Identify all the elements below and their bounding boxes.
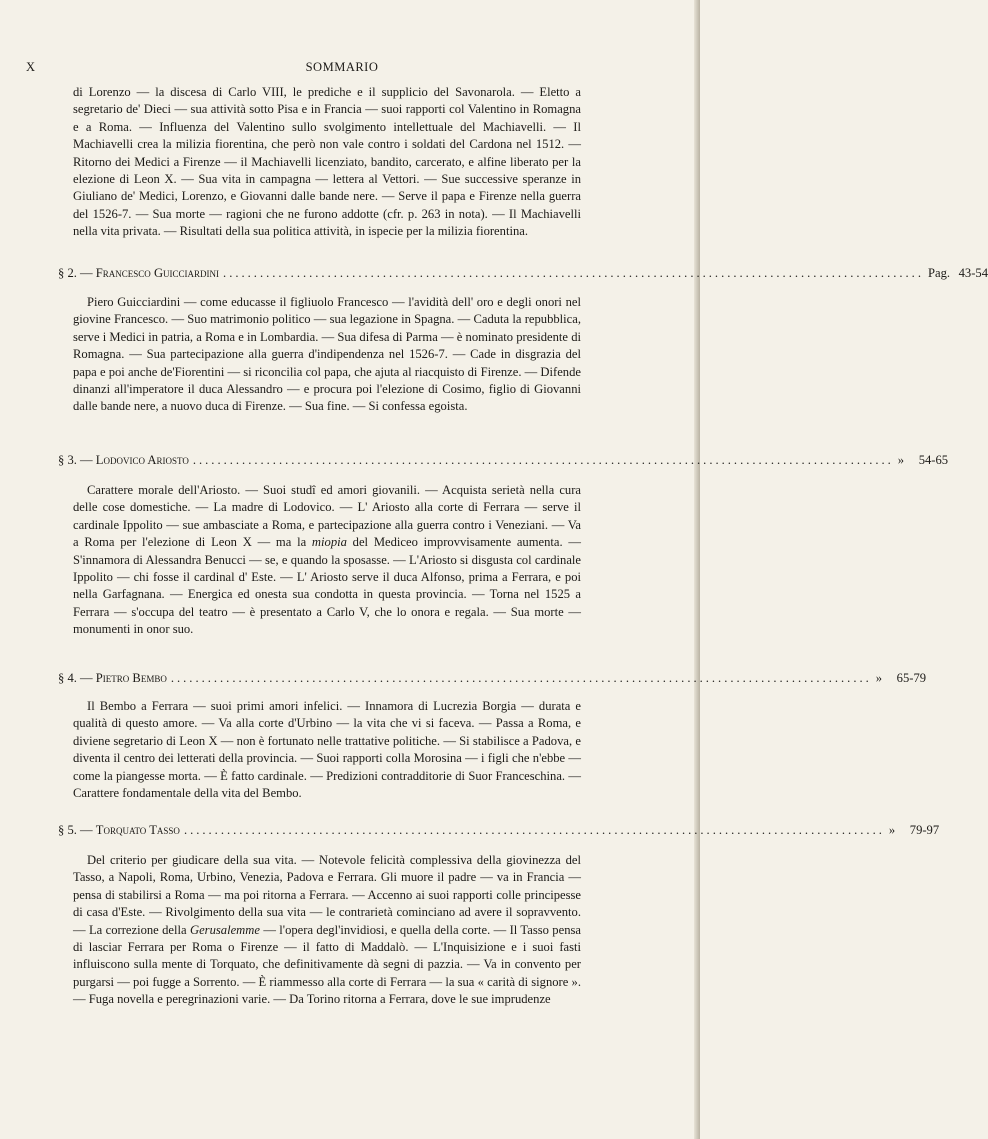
- page-range: 54-65: [918, 453, 949, 467]
- page-range: 65-79: [896, 671, 927, 685]
- section-summary-4: [73, 698, 581, 802]
- section-name: Lodovico Ariosto: [95, 453, 189, 467]
- section-name: Francesco Guicciardini: [95, 266, 220, 280]
- intro-summary: [73, 84, 581, 241]
- section-label: § 5. —: [58, 823, 96, 837]
- section-label: § 3. —: [58, 453, 96, 467]
- running-header: [22, 60, 662, 80]
- section-summary-5: [73, 852, 581, 1009]
- page-ref-prefix: »: [897, 453, 905, 467]
- summary-text: Del criterio per giudicare della sua vita. — Notevole felicità complessiva della giovinezza del Tasso, a Napoli, Roma, Urbino, Venezia, Padova e Ferrara. Gli muore il padre — va in Francia — pensa di stabilirsi a Roma — ma poi ritorna a Ferrara. — Accenno ai suoi rapporti colle principesse di casa d'Este. — Rivolgimento della sua vita — le contrarietà cominciano ad avere il sopravvento. — La correzione della Gerusalemme — l'opera degl'invidiosi, e quella della corte. — Il Tasso pensa di lasciar Ferrara per Roma o Firenze — il fatto di Maddalò. — L'Inquisizione e i suoi fasti influiscono sulla mente di Torquato, che definitivamente dà segni di pazzia. — Va in convento per purgarsi — poi fugge a Sorrento. — È riammesso alla corte di Ferrara — la sua « carità di signore ». — Fuga novella e peregrinazioni varie. — Da Torino ritorna a Ferrara, dove le sue imprudenze: [73, 853, 581, 1007]
- section-label: § 4. —: [58, 671, 96, 685]
- section-name: Torquato Tasso: [95, 823, 180, 837]
- summary-text: Carattere morale dell'Ariosto. — Suoi studî ed amori giovanili. — Acquista serietà nella cura delle cose domestiche. — La madre di Lodovico. — L' Ariosto alla corte di Ferrara — serve il cardinale Ippolito — sue ambasciate a Roma, e partecipazione alla guerra contro i Veneziani. — Va a Roma per l'elezione di Leon X — ma la miopia del Mediceo improvvisamente aumenta. — S'innamora di Alessandra Benucci — se, e quando la sposasse. — L'Ariosto si disgusta col cardinale Ippolito — chi fosse il cardinal d' Este. — L' Ariosto serve il duca Alfonso, prima a Ferrara, e poi nella Garfagnana. — Energica ed onesta sua condotta in questa provincia. — Torna nel 1525 a Ferrara — s'occupa del teatro — è presentato a Carlo V, che lo onora e regala. — Sua morte — monumenti in onor suo.: [73, 483, 581, 637]
- page-ref-prefix: »: [888, 823, 896, 837]
- page-edge: [694, 0, 700, 1139]
- section-summary-2: [73, 294, 581, 416]
- section-heading-5: [58, 821, 940, 839]
- page-ref-prefix: »: [875, 671, 883, 685]
- section-label: § 2. —: [58, 266, 96, 280]
- italic-term: miopia: [311, 535, 347, 550]
- section-heading-3: [58, 451, 949, 469]
- italic-term: Gerusalemme: [190, 922, 260, 937]
- leader-dots: ..................................................................................................................: [170, 671, 872, 685]
- page-number: X: [26, 60, 36, 74]
- section-summary-3: [73, 482, 581, 639]
- section-heading-2: [58, 264, 988, 282]
- section-heading-4: [58, 669, 927, 687]
- page-ref-prefix: Pag.: [927, 266, 951, 280]
- leader-dots: ..................................................................................................................: [223, 266, 924, 280]
- leader-dots: ..................................................................................................................: [192, 453, 894, 467]
- header-title: SOMMARIO: [305, 60, 379, 74]
- summary-text: Piero Guicciardini — come educasse il figliuolo Francesco — l'avidità dell' oro e degli onori nel giovine Francesco. — Suo matrimonio politico — sua legazione in Spagna. — Caduta la repubblica, serve i Medici in patria, a Roma e in Lombardia. — Sua difesa di Parma — è nominato presidente di Romagna. — Sua partecipazione alla guerra d'indipendenza nel 1526-7. — Cade in disgrazia del papa e poi anche de'Fiorentini — si riconcilia col papa, che ajuta al riacquisto di Firenze. — Difende dinanzi all'imperatore il duca Alessandro — e procura poi l'elezione di Cosimo, figlio di Giovanni dalle bande nere, a nuovo duca di Firenze. — Sua fine. — Si confessa egoista.: [73, 295, 581, 414]
- page-range: 43-54: [958, 266, 988, 280]
- leader-dots: ..................................................................................................................: [183, 823, 885, 837]
- section-name: Pietro Bembo: [95, 671, 167, 685]
- intro-text: di Lorenzo — la discesa di Carlo VIII, le prediche e il supplicio del Savonarola. — Eletto a segretario de' Dieci — sua attività sotto Pisa e in Francia — suoi rapporti col Valentino in Romagna e a Roma. — Influenza del Valentino sullo svolgimento intellettuale del Machiavelli. — Il Machiavelli crea la milizia fiorentina, che però non vale contro i soldati del Cardona nel 1512. — Ritorno dei Medici a Firenze — il Machiavelli licenziato, bandito, carcerato, e alfine liberato per la elezione di Leon X. — Sua vita in campagna — lettera al Vettori. — Sue successive speranze in Giuliano de' Medici, Lorenzo, e Giovanni dalle bande nere. — Serve il papa e Firenze nella guerra del 1526-7. — Sua morte — ragioni che ne furono addotte (cfr. p. 263 in nota). — Il Machiavelli nella vita privata. — Risultati della sua politica attività, in ispecie per la milizia fiorentina.: [73, 85, 581, 239]
- summary-text: Il Bembo a Ferrara — suoi primi amori infelici. — Innamora di Lucrezia Borgia — durata e qualità di questo amore. — Va alla corte d'Urbino — la vita che vi si faceva. — Passa a Roma, e diviene segretario di Leon X — non è fortunato nelle trattative politiche. — Si stabilisce a Padova, e diventa il centro dei letterati della provincia. — Suoi rapporti colla Morosina — i figli che n'ebbe — come la piangesse morta. — È fatto cardinale. — Predizioni contradditorie di Suor Franceschina. — Carattere fondamentale della vita del Bembo.: [73, 699, 581, 801]
- page-range: 79-97: [909, 823, 940, 837]
